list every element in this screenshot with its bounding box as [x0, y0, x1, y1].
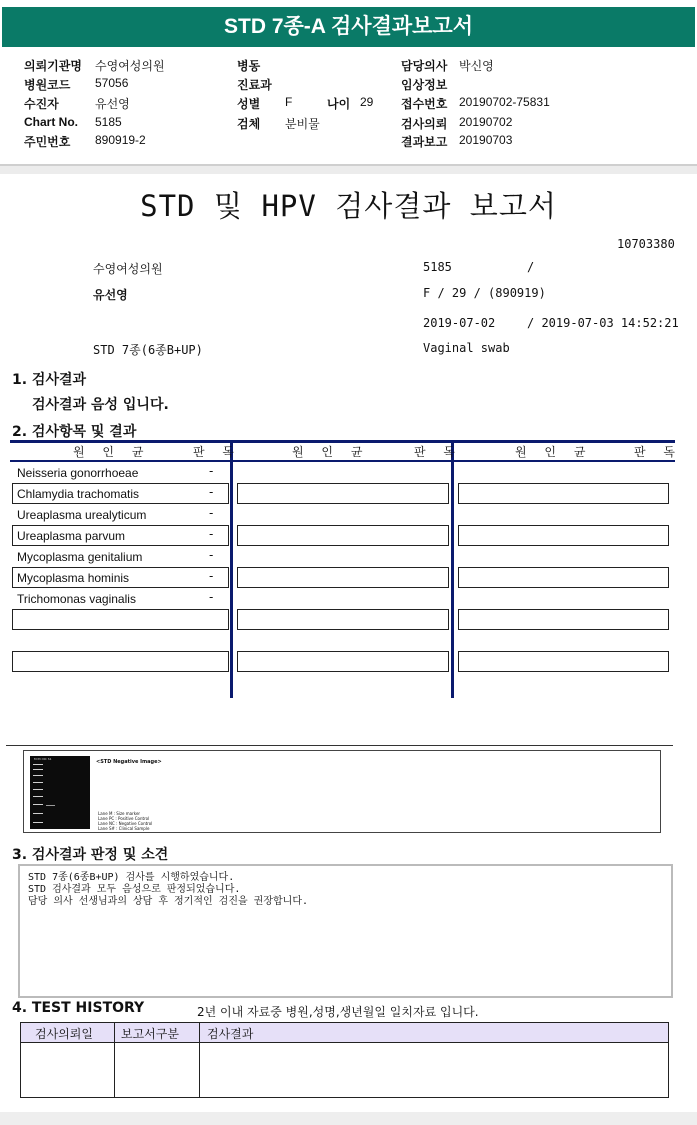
section-divider — [6, 745, 673, 746]
gel-image-panel — [23, 750, 661, 833]
organism-result: - — [209, 485, 214, 499]
organism-result: - — [209, 569, 214, 583]
report-date-value: 20190703 — [459, 133, 513, 147]
clinic-value: 수영여성의원 — [95, 59, 165, 73]
col-organism-2: 원 인 균 — [292, 445, 370, 459]
gel-lane-legend — [98, 811, 152, 831]
report-chart: 5185 — [423, 260, 452, 274]
ward-label: 병동 — [237, 59, 261, 73]
request-label: 검사의뢰 — [401, 117, 448, 131]
organism-result: - — [209, 548, 214, 562]
row-box — [458, 609, 669, 630]
organism-name: Chlamydia trachomatis — [17, 487, 140, 501]
col-organism-3: 원 인 균 — [515, 445, 593, 459]
organism-result: - — [209, 527, 214, 541]
gel-lane-legend-item: Lane S# : Clinical Sample — [98, 826, 150, 831]
rrn-value: 890919-2 — [95, 133, 146, 147]
section-1-result: 검사결과 음성 입니다. — [32, 397, 169, 413]
sex-label: 성별 — [237, 97, 261, 111]
organism-name: Neisseria gonorrhoeae — [17, 466, 139, 480]
row-box — [458, 483, 669, 504]
organism-result: - — [209, 506, 214, 520]
doctor-label: 담당의사 — [401, 59, 448, 73]
report-header-title: STD 7종-A 검사결과보고서 — [2, 7, 695, 47]
age-value: 29 — [360, 95, 374, 109]
code-label: 병원코드 — [24, 78, 71, 92]
dept-label: 진료과 — [237, 78, 272, 92]
history-col-request-date: 검사의뢰일 — [35, 1027, 93, 1041]
opinion-line: STD 7종(6종B+UP) 검사를 시행하였습니다. — [28, 872, 235, 883]
row-box — [12, 609, 229, 630]
gel-lane-legend-item: Lane NC : Negative Control — [98, 821, 153, 826]
receipt-label: 접수번호 — [401, 97, 448, 111]
chart-label: Chart No. — [24, 115, 78, 129]
results-table — [10, 440, 682, 700]
patient-label: 수진자 — [24, 97, 59, 111]
clinic-label: 의뢰기관명 — [24, 59, 82, 73]
row-box — [237, 483, 449, 504]
rrn-label: 주민번호 — [24, 135, 71, 149]
report-date-label: 결과보고 — [401, 135, 448, 149]
report-report-date: / 2019-07-03 14:52:21 — [527, 316, 679, 330]
organism-result: - — [209, 590, 214, 604]
report-document — [0, 174, 697, 1112]
page-footer-band — [0, 1112, 697, 1125]
section-1-title: 1. 검사결과 — [12, 372, 87, 388]
row-box — [458, 651, 669, 672]
row-box — [458, 567, 669, 588]
col-result-3: 판 독 — [634, 445, 682, 459]
history-header-row — [21, 1023, 668, 1043]
clinical-label: 임상정보 — [401, 78, 448, 92]
report-patient: 유선영 — [93, 288, 128, 302]
history-table — [20, 1022, 669, 1098]
row-box — [237, 525, 449, 546]
section-gap — [0, 166, 697, 174]
patient-value: 유선영 — [95, 97, 130, 111]
report-title: STD 및 HPV 검사결과 보고서 — [140, 189, 557, 223]
section-3-title: 3. 검사결과 판정 및 소견 — [12, 847, 169, 863]
report-sex-age: F / 29 / (890919) — [423, 286, 546, 300]
organism-name: Trichomonas vaginalis — [17, 592, 136, 606]
row-box — [458, 525, 669, 546]
age-label: 나이 — [327, 97, 351, 111]
organism-name: Mycoplasma genitalium — [17, 550, 143, 564]
organism-name: Ureaplasma urealyticum — [17, 508, 147, 522]
history-note: 2년 이내 자료중 병원,성명,생년월일 일치자료 입니다. — [197, 1005, 479, 1019]
sex-value: F — [285, 95, 293, 109]
row-box — [12, 651, 229, 672]
gel-lane-legend-item: Lane M : Size marker — [98, 811, 141, 816]
opinion-line: 담당 의사 선생님과의 상담 후 정기적인 검진을 권장합니다. — [28, 896, 309, 907]
col-organism-1: 원 인 균 — [73, 445, 151, 459]
opinion-box — [18, 864, 673, 998]
col-result-1: 판 독 — [193, 445, 241, 459]
specimen-label: 검체 — [237, 117, 261, 131]
history-col-divider — [114, 1023, 115, 1097]
request-value: 20190702 — [459, 115, 513, 129]
table-divider-2 — [451, 440, 454, 698]
gel-lane-header: M PC NC S1 — [34, 757, 52, 761]
section-2-title: 2. 검사항목 및 결과 — [12, 424, 137, 440]
report-clinic: 수영여성의원 — [93, 262, 163, 276]
row-box — [237, 609, 449, 630]
specimen-value: 분비물 — [285, 117, 320, 131]
section-4-title: 4. TEST HISTORY — [12, 1000, 145, 1016]
col-result-2: 판 독 — [414, 445, 462, 459]
opinion-line: STD 검사결과 모두 음성으로 판정되었습니다. — [28, 884, 241, 895]
organism-name: Mycoplasma hominis — [17, 571, 130, 585]
report-specimen: Vaginal swab — [423, 341, 510, 355]
organism-name: Ureaplasma parvum — [17, 529, 126, 543]
history-col-report-type: 보고서구분 — [121, 1027, 179, 1041]
history-col-divider — [199, 1023, 200, 1097]
report-number: 10703380 — [617, 237, 675, 251]
table-header-rule — [10, 460, 675, 462]
gel-electrophoresis-image — [30, 756, 90, 829]
report-request-date: 2019-07-02 — [423, 316, 496, 330]
report-test-name: STD 7종(6종B+UP) — [93, 343, 203, 357]
row-box — [237, 651, 449, 672]
gel-lane-legend-item: Lane PC : Positive Control — [98, 816, 150, 821]
code-value: 57056 — [95, 76, 129, 90]
gel-image-label: <STD Negative Image> — [96, 759, 162, 765]
history-col-result: 검사결과 — [207, 1027, 254, 1041]
patient-info-panel — [0, 48, 697, 166]
receipt-value: 20190702-75831 — [459, 95, 550, 109]
table-divider-1 — [230, 440, 233, 698]
doctor-value: 박신영 — [459, 59, 494, 73]
organism-result: - — [209, 464, 214, 478]
chart-value: 5185 — [95, 115, 122, 129]
row-box — [237, 567, 449, 588]
report-separator: / — [527, 260, 535, 274]
